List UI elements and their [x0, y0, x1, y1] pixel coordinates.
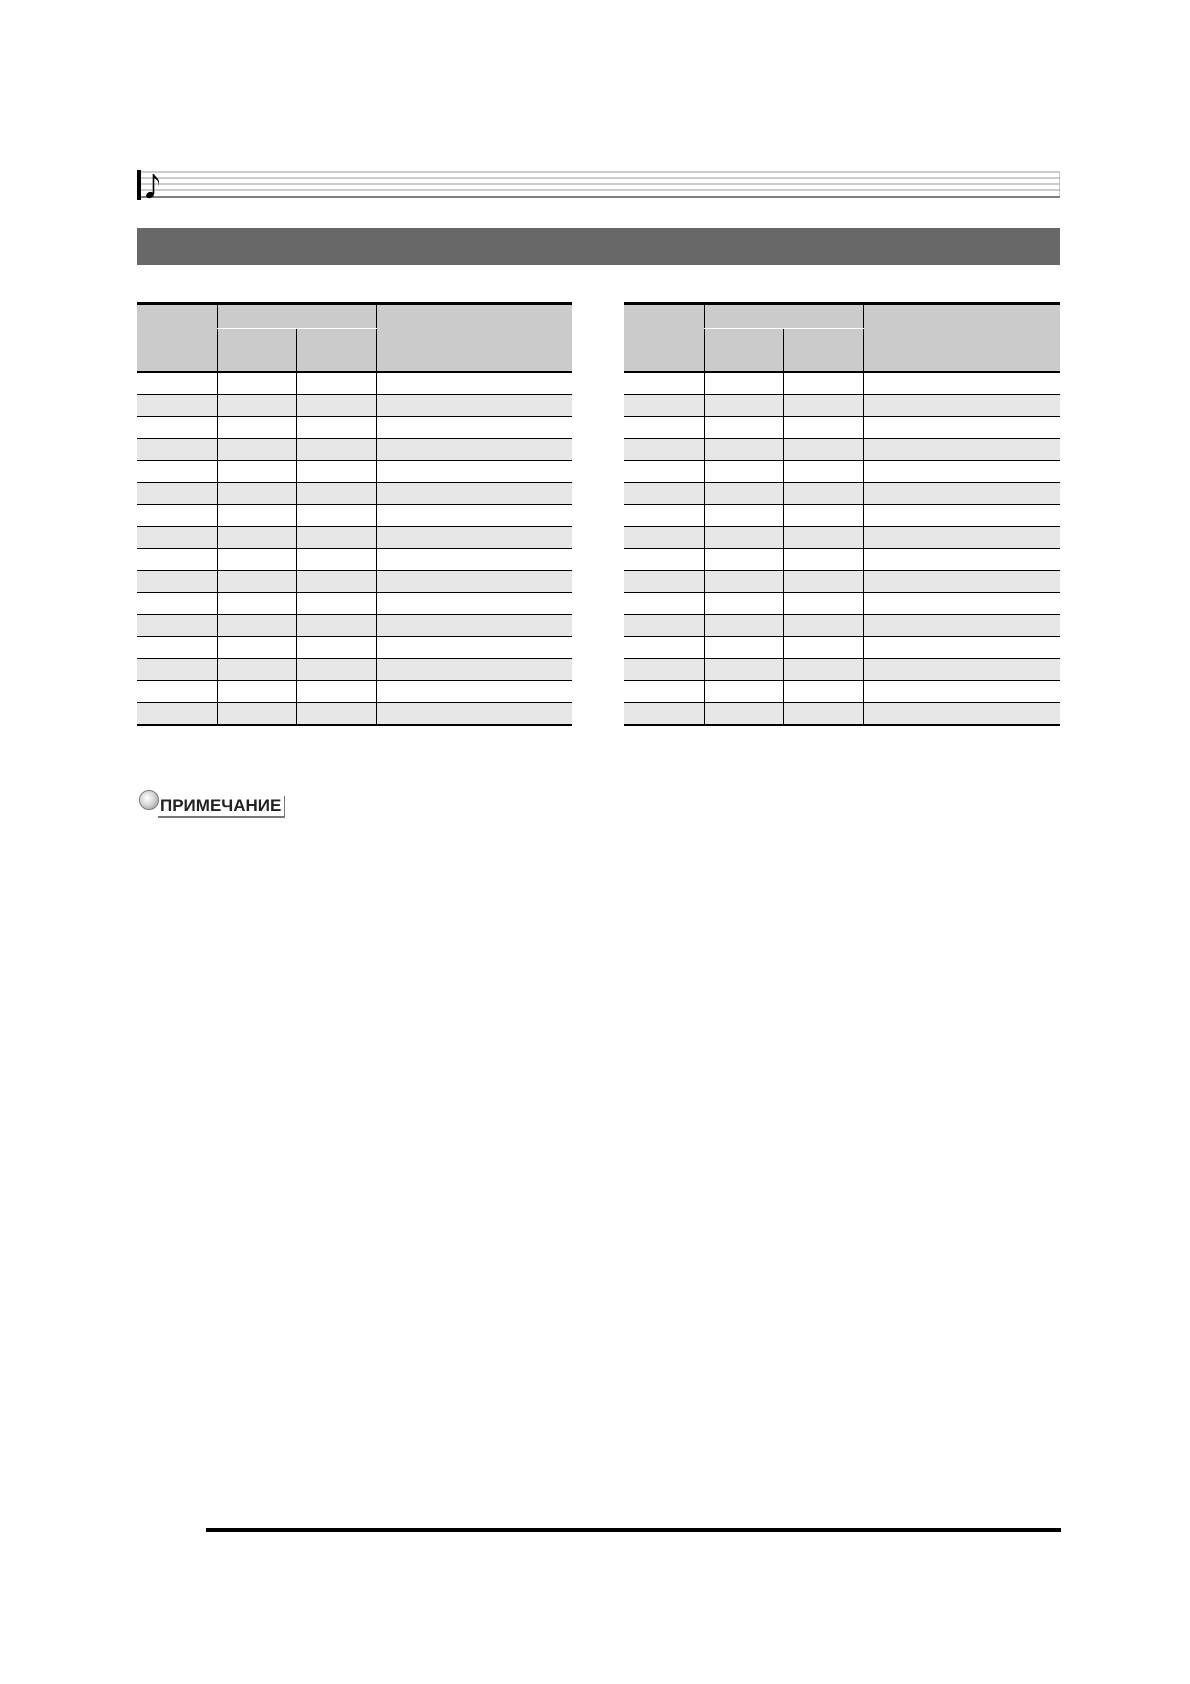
table-cell	[863, 615, 1060, 637]
table-cell	[137, 527, 217, 549]
table-row	[624, 483, 1060, 505]
table-cell	[783, 395, 863, 417]
table-header-cell	[137, 304, 217, 373]
table-cell	[137, 417, 217, 439]
table-cell	[624, 659, 704, 681]
table-cell	[624, 395, 704, 417]
table-cell	[376, 703, 572, 726]
table-cell	[137, 372, 217, 395]
table-cell	[704, 417, 783, 439]
table-cell	[376, 593, 572, 615]
table-cell	[783, 527, 863, 549]
table-row	[624, 461, 1060, 483]
table-cell	[704, 571, 783, 593]
table-cell	[217, 703, 296, 726]
table-row	[137, 549, 572, 571]
table-row	[137, 593, 572, 615]
table-row	[137, 659, 572, 681]
table-cell	[137, 483, 217, 505]
staff-lines	[137, 170, 1060, 200]
table-cell	[137, 395, 217, 417]
table-cell	[863, 395, 1060, 417]
table-cell	[863, 637, 1060, 659]
table-cell	[863, 703, 1060, 726]
table-cell	[217, 483, 296, 505]
table-row	[137, 703, 572, 726]
table-cell	[296, 703, 376, 726]
table-cell	[624, 637, 704, 659]
table-cell	[783, 483, 863, 505]
table-cell	[376, 527, 572, 549]
table-cell	[704, 461, 783, 483]
data-table-left	[137, 302, 572, 726]
table-cell	[296, 637, 376, 659]
table-cell	[863, 372, 1060, 395]
table-cell	[624, 571, 704, 593]
table-row	[624, 703, 1060, 726]
table-body	[624, 372, 1060, 725]
table-row	[624, 527, 1060, 549]
table-cell	[376, 615, 572, 637]
table-cell	[704, 439, 783, 461]
table-cell	[137, 461, 217, 483]
table-row	[137, 637, 572, 659]
table-cell	[137, 681, 217, 703]
table-cell	[783, 615, 863, 637]
table-row	[137, 571, 572, 593]
table-cell	[624, 703, 704, 726]
table-row	[137, 505, 572, 527]
table-cell	[296, 395, 376, 417]
table-cell	[624, 681, 704, 703]
table-cell	[783, 372, 863, 395]
table-cell	[704, 505, 783, 527]
table-cell	[217, 395, 296, 417]
table-row	[624, 637, 1060, 659]
table-row	[624, 505, 1060, 527]
table-cell	[217, 461, 296, 483]
table-cell	[376, 637, 572, 659]
table-cell	[217, 439, 296, 461]
table-cell	[137, 593, 217, 615]
table-cell	[624, 461, 704, 483]
table-row	[137, 615, 572, 637]
table-cell	[783, 681, 863, 703]
table-cell	[704, 659, 783, 681]
table-body	[137, 372, 572, 725]
table-cell	[376, 461, 572, 483]
table-cell	[376, 681, 572, 703]
table-cell	[863, 505, 1060, 527]
table-cell	[624, 527, 704, 549]
table-cell	[704, 372, 783, 395]
table-cell	[863, 461, 1060, 483]
table-cell	[783, 439, 863, 461]
table-row	[624, 615, 1060, 637]
table-cell	[376, 417, 572, 439]
table-row	[624, 593, 1060, 615]
table-cell	[704, 483, 783, 505]
table-cell	[783, 637, 863, 659]
section-title-bar	[137, 228, 1060, 265]
table-cell	[217, 372, 296, 395]
table-cell	[137, 615, 217, 637]
table-cell	[863, 549, 1060, 571]
table-cell	[704, 637, 783, 659]
magnifier-bulb-icon	[139, 790, 159, 810]
table-cell	[296, 483, 376, 505]
table-cell	[376, 395, 572, 417]
table-cell	[376, 549, 572, 571]
table-row	[624, 549, 1060, 571]
table-cell	[296, 681, 376, 703]
table-cell	[624, 372, 704, 395]
table-row	[624, 395, 1060, 417]
table-row	[137, 395, 572, 417]
table-cell	[296, 417, 376, 439]
table-cell	[624, 417, 704, 439]
table-cell	[704, 527, 783, 549]
table-cell	[624, 483, 704, 505]
table-header-cell	[863, 304, 1060, 373]
table-cell	[783, 703, 863, 726]
table-cell	[376, 659, 572, 681]
table-header-cell	[376, 304, 572, 373]
table-cell	[217, 615, 296, 637]
table-cell	[704, 703, 783, 726]
table-row	[624, 681, 1060, 703]
table-cell	[704, 395, 783, 417]
table-cell	[704, 549, 783, 571]
table-cell	[137, 505, 217, 527]
table-cell	[137, 571, 217, 593]
table-cell	[624, 615, 704, 637]
table-cell	[217, 593, 296, 615]
table-cell	[376, 505, 572, 527]
table-cell	[783, 593, 863, 615]
table-cell	[863, 439, 1060, 461]
table-row	[137, 527, 572, 549]
table-cell	[137, 439, 217, 461]
table-cell	[296, 571, 376, 593]
table-cell	[783, 417, 863, 439]
table-header-cell	[624, 304, 704, 373]
table-cell	[863, 417, 1060, 439]
table-cell	[296, 439, 376, 461]
table-cell	[217, 637, 296, 659]
table-cell	[217, 417, 296, 439]
table-row	[137, 461, 572, 483]
table-cell	[863, 681, 1060, 703]
table-cell	[704, 615, 783, 637]
table-row	[137, 483, 572, 505]
footer-rule	[206, 1528, 1061, 1532]
table-cell	[137, 637, 217, 659]
table-cell	[137, 703, 217, 726]
table-subheader-cell	[783, 329, 863, 373]
table-cell	[863, 571, 1060, 593]
table-cell	[296, 549, 376, 571]
table-header-group-cell	[217, 304, 376, 329]
table-cell	[296, 659, 376, 681]
table-cell	[217, 681, 296, 703]
music-staff-header	[137, 170, 1060, 200]
table-cell	[863, 659, 1060, 681]
table-cell	[624, 505, 704, 527]
table-cell	[376, 439, 572, 461]
table-cell	[624, 549, 704, 571]
table-cell	[704, 593, 783, 615]
table-cell	[296, 615, 376, 637]
table-cell	[376, 372, 572, 395]
data-table-right	[624, 302, 1060, 726]
table-cell	[783, 505, 863, 527]
table-cell	[863, 527, 1060, 549]
table-row	[137, 372, 572, 395]
table-cell	[704, 681, 783, 703]
table-cell	[783, 461, 863, 483]
table-cell	[376, 571, 572, 593]
table-row	[137, 681, 572, 703]
table-row	[624, 571, 1060, 593]
table-cell	[217, 527, 296, 549]
table-cell	[217, 571, 296, 593]
table-cell	[296, 593, 376, 615]
table-subheader-cell	[217, 329, 296, 373]
table-cell	[217, 659, 296, 681]
table-cell	[296, 527, 376, 549]
table-row	[624, 372, 1060, 395]
table-cell	[137, 659, 217, 681]
table-row	[624, 659, 1060, 681]
table-subheader-cell	[296, 329, 376, 373]
table-cell	[624, 439, 704, 461]
table-cell	[296, 372, 376, 395]
note-label: ПРИМЕЧАНИЕ	[158, 796, 285, 818]
table-cell	[296, 505, 376, 527]
table-cell	[137, 549, 217, 571]
table-row	[137, 439, 572, 461]
table-row	[624, 417, 1060, 439]
table-header-group-cell	[704, 304, 863, 329]
table-cell	[783, 549, 863, 571]
table-cell	[376, 483, 572, 505]
table-cell	[296, 461, 376, 483]
table-row	[137, 417, 572, 439]
table-cell	[217, 505, 296, 527]
table-row	[624, 439, 1060, 461]
table-cell	[863, 593, 1060, 615]
table-cell	[217, 549, 296, 571]
table-cell	[783, 571, 863, 593]
table-cell	[863, 483, 1060, 505]
table-subheader-cell	[704, 329, 783, 373]
table-cell	[783, 659, 863, 681]
table-cell	[624, 593, 704, 615]
